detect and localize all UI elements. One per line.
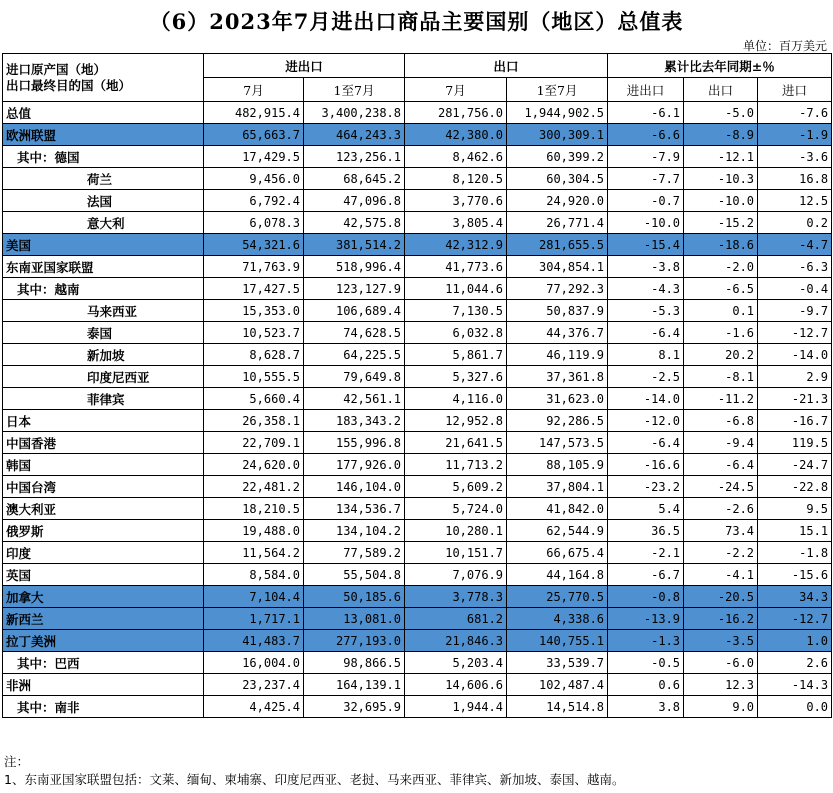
cell-g2: -8.1: [684, 366, 758, 388]
cell-g3: -12.7: [758, 608, 832, 630]
cell-g2: 9.0: [684, 696, 758, 718]
cell-g3: -16.7: [758, 410, 832, 432]
row-label: 东南亚国家联盟: [3, 256, 204, 278]
cell-g2: -2.0: [684, 256, 758, 278]
cell-g1: 5.4: [608, 498, 684, 520]
table-row: [3, 322, 832, 344]
cell-t17: 32,695.9: [304, 696, 405, 718]
notes-line1: 1、东南亚国家联盟包括：文莱、缅甸、柬埔寨、印度尼西亚、老挝、马来西亚、菲律宾、新加坡、泰国、越南。: [4, 772, 625, 787]
cell-t17: 146,104.0: [304, 476, 405, 498]
cell-g1: 3.8: [608, 696, 684, 718]
cell-e7: 681.2: [405, 608, 507, 630]
cell-t17: 134,104.2: [304, 520, 405, 542]
row-label: 菲律宾: [3, 388, 204, 410]
cell-g2: -12.1: [684, 146, 758, 168]
cell-g1: -0.8: [608, 586, 684, 608]
table-row: [3, 410, 832, 432]
cell-g2: -1.6: [684, 322, 758, 344]
cell-t17: 79,649.8: [304, 366, 405, 388]
cell-g3: 12.5: [758, 190, 832, 212]
cell-t17: 183,343.2: [304, 410, 405, 432]
row-label: 意大利: [3, 212, 204, 234]
row-label: 加拿大: [3, 586, 204, 608]
table-row: [3, 256, 832, 278]
cell-e17: 44,164.8: [507, 564, 608, 586]
col-header-export-jul: 7月: [405, 78, 507, 102]
row-label: 非洲: [3, 674, 204, 696]
cell-e17: 88,105.9: [507, 454, 608, 476]
cell-g3: -7.6: [758, 102, 832, 124]
table-row: [3, 454, 832, 476]
cell-t17: 177,926.0: [304, 454, 405, 476]
row-label: 中国台湾: [3, 476, 204, 498]
cell-e17: 147,573.5: [507, 432, 608, 454]
cell-e17: 60,304.5: [507, 168, 608, 190]
cell-g2: -8.9: [684, 124, 758, 146]
cell-g3: -0.4: [758, 278, 832, 300]
row-label: 总值: [3, 102, 204, 124]
cell-g3: 2.9: [758, 366, 832, 388]
cell-e7: 5,724.0: [405, 498, 507, 520]
unit-label: 单位：百万美元: [742, 39, 827, 53]
col-header-growth-export: 出口: [684, 78, 758, 102]
cell-e17: 33,539.7: [507, 652, 608, 674]
cell-g1: -6.7: [608, 564, 684, 586]
cell-g3: -1.8: [758, 542, 832, 564]
cell-g3: -1.9: [758, 124, 832, 146]
cell-g1: -6.4: [608, 432, 684, 454]
cell-t7: 9,456.0: [204, 168, 304, 190]
cell-e17: 37,804.1: [507, 476, 608, 498]
cell-g1: -6.6: [608, 124, 684, 146]
cell-e17: 50,837.9: [507, 300, 608, 322]
cell-g1: 8.1: [608, 344, 684, 366]
cell-t17: 74,628.5: [304, 322, 405, 344]
row-label: 荷兰: [3, 168, 204, 190]
cell-e7: 1,944.4: [405, 696, 507, 718]
cell-g1: -16.6: [608, 454, 684, 476]
cell-g2: -16.2: [684, 608, 758, 630]
col-header-export-janjul: 1至7月: [507, 78, 608, 102]
row-label: 印度: [3, 542, 204, 564]
trade-table: [2, 53, 832, 718]
cell-e7: 5,327.6: [405, 366, 507, 388]
cell-e7: 8,462.6: [405, 146, 507, 168]
cell-e17: 4,338.6: [507, 608, 608, 630]
cell-t17: 98,866.5: [304, 652, 405, 674]
cell-t7: 6,792.4: [204, 190, 304, 212]
cell-e7: 7,130.5: [405, 300, 507, 322]
cell-t7: 71,763.9: [204, 256, 304, 278]
cell-g3: -24.7: [758, 454, 832, 476]
row-label: 美国: [3, 234, 204, 256]
cell-e7: 12,952.8: [405, 410, 507, 432]
cell-g2: -6.0: [684, 652, 758, 674]
row-label: 日本: [3, 410, 204, 432]
cell-e7: 42,380.0: [405, 124, 507, 146]
table-row: [3, 498, 832, 520]
cell-t17: 42,575.8: [304, 212, 405, 234]
cell-t17: 123,256.1: [304, 146, 405, 168]
cell-g2: -6.4: [684, 454, 758, 476]
notes: [4, 753, 624, 789]
cell-g2: -5.0: [684, 102, 758, 124]
cell-g2: -18.6: [684, 234, 758, 256]
cell-g1: -23.2: [608, 476, 684, 498]
cell-e7: 3,805.4: [405, 212, 507, 234]
cell-g1: -2.1: [608, 542, 684, 564]
table-row: [3, 366, 832, 388]
cell-g2: 0.1: [684, 300, 758, 322]
cell-g3: -15.6: [758, 564, 832, 586]
col-header-total-jul: 7月: [204, 78, 304, 102]
cell-g1: 0.6: [608, 674, 684, 696]
cell-g3: -22.8: [758, 476, 832, 498]
notes-label: 注：: [4, 754, 30, 769]
cell-t7: 5,660.4: [204, 388, 304, 410]
cell-t7: 10,523.7: [204, 322, 304, 344]
cell-e7: 10,151.7: [405, 542, 507, 564]
cell-g2: -2.2: [684, 542, 758, 564]
row-label: 法国: [3, 190, 204, 212]
cell-e17: 66,675.4: [507, 542, 608, 564]
table-row: [3, 212, 832, 234]
cell-e17: 281,655.5: [507, 234, 608, 256]
cell-e7: 5,861.7: [405, 344, 507, 366]
cell-e17: 14,514.8: [507, 696, 608, 718]
row-header-cell: [3, 54, 204, 102]
cell-t17: 68,645.2: [304, 168, 405, 190]
row-label: 其中：南非: [3, 696, 204, 718]
cell-g3: -14.0: [758, 344, 832, 366]
cell-t7: 24,620.0: [204, 454, 304, 476]
cell-g1: -13.9: [608, 608, 684, 630]
cell-e17: 102,487.4: [507, 674, 608, 696]
row-label: 澳大利亚: [3, 498, 204, 520]
cell-t7: 15,353.0: [204, 300, 304, 322]
cell-t7: 16,004.0: [204, 652, 304, 674]
row-label: 其中：越南: [3, 278, 204, 300]
cell-e7: 10,280.1: [405, 520, 507, 542]
cell-g2: -6.5: [684, 278, 758, 300]
cell-e17: 62,544.9: [507, 520, 608, 542]
cell-t17: 64,225.5: [304, 344, 405, 366]
cell-g2: -11.2: [684, 388, 758, 410]
row-label: 欧洲联盟: [3, 124, 204, 146]
cell-e17: 46,119.9: [507, 344, 608, 366]
cell-g2: -10.0: [684, 190, 758, 212]
cell-e17: 41,842.0: [507, 498, 608, 520]
table-row: [3, 388, 832, 410]
cell-e7: 21,846.3: [405, 630, 507, 652]
cell-e17: 37,361.8: [507, 366, 608, 388]
cell-g1: -15.4: [608, 234, 684, 256]
cell-t7: 19,488.0: [204, 520, 304, 542]
table-row: [3, 696, 832, 718]
table-row: [3, 344, 832, 366]
row-label: 英国: [3, 564, 204, 586]
cell-g1: -5.3: [608, 300, 684, 322]
cell-t7: 54,321.6: [204, 234, 304, 256]
cell-e17: 44,376.7: [507, 322, 608, 344]
cell-e17: 1,944,902.5: [507, 102, 608, 124]
cell-g1: -7.7: [608, 168, 684, 190]
table-row: [3, 586, 832, 608]
cell-g2: -3.5: [684, 630, 758, 652]
cell-g3: 16.8: [758, 168, 832, 190]
cell-e17: 31,623.0: [507, 388, 608, 410]
col-header-growth-total: 进出口: [608, 78, 684, 102]
row-label: 新加坡: [3, 344, 204, 366]
cell-g2: -6.8: [684, 410, 758, 432]
cell-g2: -9.4: [684, 432, 758, 454]
cell-g3: -12.7: [758, 322, 832, 344]
cell-g3: 1.0: [758, 630, 832, 652]
cell-g2: -24.5: [684, 476, 758, 498]
cell-g1: -6.1: [608, 102, 684, 124]
cell-g3: 9.5: [758, 498, 832, 520]
cell-g2: 12.3: [684, 674, 758, 696]
cell-e7: 5,609.2: [405, 476, 507, 498]
cell-t17: 123,127.9: [304, 278, 405, 300]
cell-g1: -7.9: [608, 146, 684, 168]
cell-t7: 8,628.7: [204, 344, 304, 366]
cell-t17: 164,139.1: [304, 674, 405, 696]
cell-g3: 2.6: [758, 652, 832, 674]
cell-t7: 18,210.5: [204, 498, 304, 520]
cell-g2: 20.2: [684, 344, 758, 366]
cell-g3: 0.2: [758, 212, 832, 234]
cell-t7: 1,717.1: [204, 608, 304, 630]
cell-e17: 140,755.1: [507, 630, 608, 652]
cell-g3: -21.3: [758, 388, 832, 410]
row-label: 泰国: [3, 322, 204, 344]
cell-g3: -14.3: [758, 674, 832, 696]
table-row: [3, 652, 832, 674]
cell-e7: 281,756.0: [405, 102, 507, 124]
cell-e7: 3,770.6: [405, 190, 507, 212]
cell-g1: -0.7: [608, 190, 684, 212]
row-label: 中国香港: [3, 432, 204, 454]
cell-g3: -3.6: [758, 146, 832, 168]
cell-t17: 77,589.2: [304, 542, 405, 564]
cell-t17: 155,996.8: [304, 432, 405, 454]
row-label: 马来西亚: [3, 300, 204, 322]
row-label: 其中：德国: [3, 146, 204, 168]
row-label: 拉丁美洲: [3, 630, 204, 652]
table-row: [3, 102, 832, 124]
row-label: 印度尼西亚: [3, 366, 204, 388]
cell-g1: -10.0: [608, 212, 684, 234]
cell-t17: 518,996.4: [304, 256, 405, 278]
cell-t17: 464,243.3: [304, 124, 405, 146]
cell-e17: 25,770.5: [507, 586, 608, 608]
cell-e7: 14,606.6: [405, 674, 507, 696]
cell-g1: -1.3: [608, 630, 684, 652]
table-row: [3, 168, 832, 190]
table-row: [3, 146, 832, 168]
cell-e7: 42,312.9: [405, 234, 507, 256]
cell-e7: 21,641.5: [405, 432, 507, 454]
cell-e7: 11,044.6: [405, 278, 507, 300]
cell-t7: 4,425.4: [204, 696, 304, 718]
cell-e17: 77,292.3: [507, 278, 608, 300]
cell-g2: -4.1: [684, 564, 758, 586]
cell-g2: 73.4: [684, 520, 758, 542]
cell-t7: 22,709.1: [204, 432, 304, 454]
cell-t7: 65,663.7: [204, 124, 304, 146]
cell-t7: 10,555.5: [204, 366, 304, 388]
cell-e17: 24,920.0: [507, 190, 608, 212]
cell-t17: 47,096.8: [304, 190, 405, 212]
row-label: 其中：巴西: [3, 652, 204, 674]
table-row: [3, 520, 832, 542]
cell-t17: 134,536.7: [304, 498, 405, 520]
cell-t7: 17,427.5: [204, 278, 304, 300]
cell-t17: 3,400,238.8: [304, 102, 405, 124]
cell-g1: -12.0: [608, 410, 684, 432]
cell-t7: 23,237.4: [204, 674, 304, 696]
cell-e7: 41,773.6: [405, 256, 507, 278]
cell-e7: 3,778.3: [405, 586, 507, 608]
cell-e17: 300,309.1: [507, 124, 608, 146]
cell-e17: 304,854.1: [507, 256, 608, 278]
cell-t7: 22,481.2: [204, 476, 304, 498]
cell-t17: 13,081.0: [304, 608, 405, 630]
table-row: [3, 234, 832, 256]
cell-g3: 0.0: [758, 696, 832, 718]
cell-e7: 6,032.8: [405, 322, 507, 344]
cell-g1: -0.5: [608, 652, 684, 674]
cell-g3: -4.7: [758, 234, 832, 256]
cell-t17: 50,185.6: [304, 586, 405, 608]
cell-t7: 6,078.3: [204, 212, 304, 234]
page-title: （6）2023年7月进出口商品主要国别（地区）总值表: [149, 9, 684, 34]
table-row: [3, 674, 832, 696]
cell-g1: 36.5: [608, 520, 684, 542]
cell-t7: 41,483.7: [204, 630, 304, 652]
cell-e7: 4,116.0: [405, 388, 507, 410]
cell-g1: -14.0: [608, 388, 684, 410]
cell-g2: -2.6: [684, 498, 758, 520]
cell-e7: 8,120.5: [405, 168, 507, 190]
cell-e7: 7,076.9: [405, 564, 507, 586]
table-row: [3, 630, 832, 652]
cell-g3: 119.5: [758, 432, 832, 454]
cell-g2: -20.5: [684, 586, 758, 608]
cell-t7: 17,429.5: [204, 146, 304, 168]
cell-g2: -10.3: [684, 168, 758, 190]
table-row: [3, 124, 832, 146]
cell-e7: 11,713.2: [405, 454, 507, 476]
table-row: [3, 432, 832, 454]
row-label: 俄罗斯: [3, 520, 204, 542]
col-header-growth-import: 进口: [758, 78, 832, 102]
group-header-growth: 累计比去年同期±％: [608, 54, 832, 78]
table-row: [3, 300, 832, 322]
row-label: 新西兰: [3, 608, 204, 630]
row-header-line2: 出口最终目的国（地）: [6, 77, 132, 93]
cell-t17: 55,504.8: [304, 564, 405, 586]
cell-t7: 482,915.4: [204, 102, 304, 124]
cell-g1: -4.3: [608, 278, 684, 300]
cell-e17: 26,771.4: [507, 212, 608, 234]
cell-e7: 5,203.4: [405, 652, 507, 674]
cell-t7: 7,104.4: [204, 586, 304, 608]
cell-t17: 42,561.1: [304, 388, 405, 410]
cell-g1: -6.4: [608, 322, 684, 344]
cell-t17: 381,514.2: [304, 234, 405, 256]
cell-g1: -3.8: [608, 256, 684, 278]
col-header-total-janjul: 1至7月: [304, 78, 405, 102]
cell-g1: -2.5: [608, 366, 684, 388]
group-header-export: 出口: [405, 54, 608, 78]
table-row: [3, 476, 832, 498]
table-row: [3, 190, 832, 212]
cell-e17: 60,399.2: [507, 146, 608, 168]
cell-g3: 15.1: [758, 520, 832, 542]
cell-e17: 92,286.5: [507, 410, 608, 432]
row-label: 韩国: [3, 454, 204, 476]
table-row: [3, 608, 832, 630]
cell-t17: 277,193.0: [304, 630, 405, 652]
group-header-total: 进出口: [204, 54, 405, 78]
table-row: [3, 564, 832, 586]
cell-g3: -6.3: [758, 256, 832, 278]
cell-t7: 8,584.0: [204, 564, 304, 586]
row-header-line1: 进口原产国（地）: [6, 61, 107, 77]
cell-t7: 26,358.1: [204, 410, 304, 432]
cell-t17: 106,689.4: [304, 300, 405, 322]
cell-g3: 34.3: [758, 586, 832, 608]
table-row: [3, 278, 832, 300]
table-row: [3, 542, 832, 564]
cell-g2: -15.2: [684, 212, 758, 234]
cell-g3: -9.7: [758, 300, 832, 322]
cell-t7: 11,564.2: [204, 542, 304, 564]
